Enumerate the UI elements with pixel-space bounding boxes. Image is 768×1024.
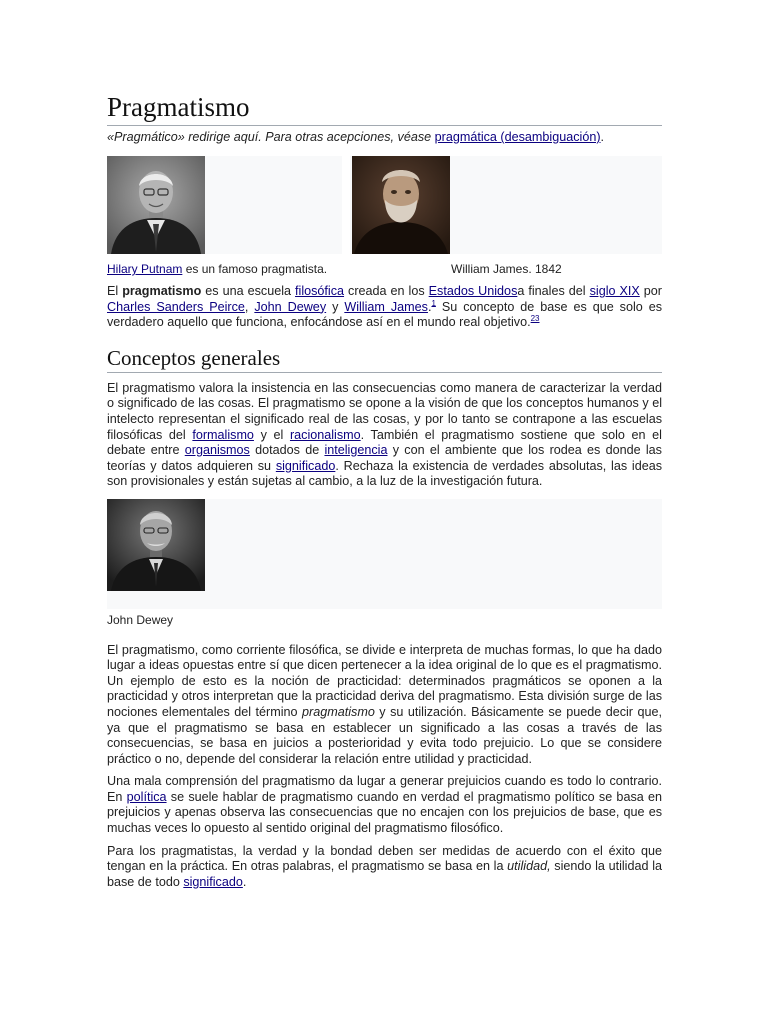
paragraph-1: El pragmatismo valora la insistencia en las consecuencias como manera de caracterizar la verdad o significado de las cosas. El pragmatismo se opone a la visión de que los conceptos humanos y el intelecto representan el significado real de las cosas, y por lo tanto se contrapone a las escuelas filosóficas del formalismo y el racionalismo. También el pragmatismo sostiene que solo en el debate entre organismos dotados de inteligencia y con el ambiente que los rodea es donde las teorías y datos adquieren su significado. Rechaza la existencia de verdades absolutas, las ideas son provisionales y están sujetas al cambio, a la luz de la investigación futura. [107,380,663,489]
caption-william-james: William James. 1842 [451,262,562,276]
reference-23[interactable]: 23 [530,314,540,323]
john-dewey-photo[interactable] [107,499,205,591]
link-significado-2[interactable]: significado [183,874,243,889]
thumbnail-figure [107,499,662,609]
portrait-image [107,499,205,591]
link-estados-unidos[interactable]: Estados Unidos [428,284,518,298]
caption-hilary-putnam: Hilary Putnam es un famoso pragmatista. [107,262,328,276]
william-james-photo[interactable] [352,156,450,254]
paragraph-3: Una mala comprensión del pragmatismo da lugar a generar prejuicios cuando es todo lo contrario. En política se suele hablar de pragmatismo cuando en verdad el pragmatismo político se basa en prejuicios y apenas observa las consecuencias que no encajen con los prejuicios de base, que es muchas veces lo opuesto al sentido original del pragmatismo filosófico. [107,774,662,836]
page-title: Pragmatismo [107,90,662,126]
article-content [107,90,662,897]
link-john-dewey[interactable]: John Dewey [254,299,327,314]
section-heading-conceptos-generales: Conceptos generales [107,345,662,373]
intro-paragraph: El pragmatismo es una escuela filosófica creada en los Estados Unidosa finales del siglo XIX por Charles Sanders Peirce, John Dewey y William James.$^1$ Su concepto de base es que solo es verdadero aquello que funciona, enfocándose así en el mundo real objetivo.$^{23}$ [107,284,663,330]
hilary-putnam-photo[interactable] [107,156,205,254]
hatnote: «Pragmático» redirige aquí. Para otras acepciones, véase pragmática (desambiguación). [107,130,605,144]
link-siglo-xix[interactable]: siglo XIX [589,284,640,298]
portrait-image [107,156,205,254]
link-charles-sanders-peirce[interactable]: Charles Sanders Peirce [107,299,245,314]
portrait-image [352,156,450,254]
link-william-james[interactable]: William James [344,299,428,314]
paragraph-2: El pragmatismo, como corriente filosófica, se divide e interpreta de muchas formas, lo que ha dado lugar a ideas opuestas entre sí que dicen pertenecer a la idea original de lo que es el pragmatismo. Un ejemplo de esto es la noción de practicidad: determinados pragmáticos se oponen a la practicidad y otros interpretan que la practicidad deriva del pragmatismo. Esta división surge de las nociones elementales del término pragmatismo y su utilización. Básicamente se puede decir que, ya que el pragmatismo se basa en establecer un significado a las cosas a través de las consecuencias, se basa en juicios a posterioridad y evita todo prejuicio. Lo que se considere práctico o no, depende del considerar la relación entre utilidad y practicidad. [107,642,662,766]
link-organismos[interactable]: organismos [184,443,250,458]
paragraph-4: Para los pragmatistas, la verdad y la bondad deben ser medidas de acuerdo con el éxito que tengan en la práctica. En otras palabras, el pragmatismo se basa en la utilidad, siendo la utilidad la base de todo significado. [107,843,662,889]
image-gallery [107,156,662,284]
reference-1[interactable]: 1 [431,298,436,308]
link-filosofica[interactable]: filosófica [295,284,345,298]
link-politica[interactable]: política [126,789,167,804]
link-pragmatica-desambiguacion[interactable]: pragmática (desambiguación) [434,130,601,144]
link-racionalismo[interactable]: racionalismo [289,427,361,442]
link-significado[interactable]: significado [275,458,336,473]
link-formalismo[interactable]: formalismo [192,427,254,442]
caption-john-dewey: John Dewey [107,612,174,627]
link-inteligencia[interactable]: inteligencia [324,443,388,458]
link-hilary-putnam[interactable]: Hilary Putnam [107,262,183,276]
